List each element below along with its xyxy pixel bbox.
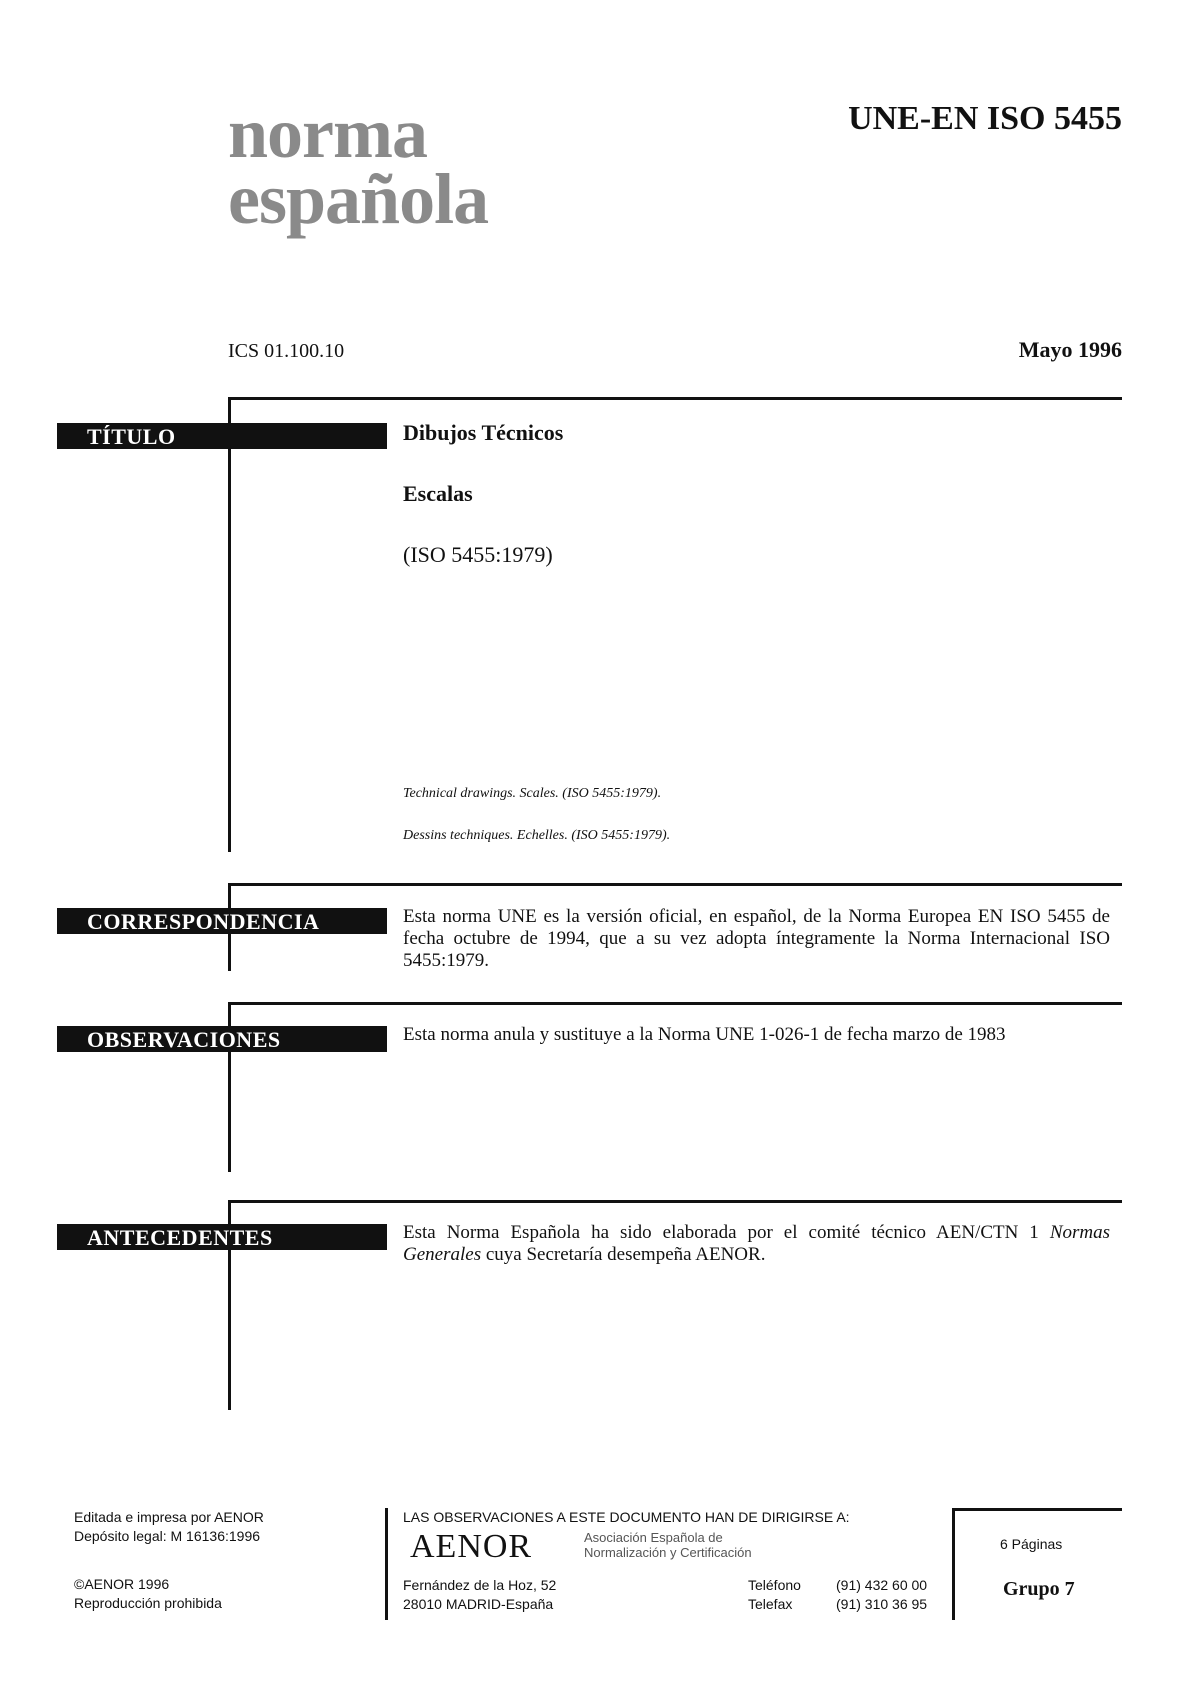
aenor-organization <box>584 1530 752 1560</box>
phone-label: Teléfono <box>748 1577 801 1593</box>
reproduction-notice: Reproducción prohibida <box>74 1595 222 1611</box>
antecedentes-top-rule <box>228 1200 1122 1203</box>
antecedentes-text <box>403 1222 1110 1266</box>
aenor-logo: AENOR <box>410 1528 533 1565</box>
fax-number: (91) 310 36 95 <box>836 1596 928 1612</box>
titulo-label: TÍTULO <box>57 423 387 449</box>
contact-labels <box>748 1576 801 1614</box>
title-french: Dessins techniques. Echelles. (ISO 5455:1979). <box>403 828 671 843</box>
iso-reference: (ISO 5455:1979) <box>403 542 553 567</box>
footer-publisher <box>74 1508 264 1546</box>
norma-espanola-brand <box>228 93 489 239</box>
observaciones-label: OBSERVACIONES <box>57 1026 387 1052</box>
fax-label: Telefax <box>748 1596 793 1612</box>
standard-code: UNE-EN ISO 5455 <box>848 100 1122 137</box>
observaciones-top-rule <box>228 1002 1122 1005</box>
address-line-1: Fernández de la Hoz, 52 <box>403 1577 557 1593</box>
committee-name: Normas Generales <box>403 1222 1110 1265</box>
antecedentes-text-end: cuya Secretaría desempeña AENOR. <box>481 1244 766 1265</box>
price-group: Grupo 7 <box>1003 1578 1075 1600</box>
phone-number: (91) 432 60 00 <box>836 1577 928 1593</box>
contact-values <box>836 1576 927 1614</box>
antecedentes-text-start: Esta Norma Española ha sido elaborada por el comité técnico AEN/CTN 1 <box>403 1222 1050 1243</box>
correspondencia-top-rule <box>228 883 1122 886</box>
org-line-1: Asociación Española de <box>584 1530 723 1545</box>
document-subtitle: Escalas <box>403 481 473 506</box>
aenor-address <box>403 1576 556 1614</box>
observaciones-text: Esta norma anula y sustituye a la Norma UNE 1-026-1 de fecha marzo de 1983 <box>403 1024 1006 1045</box>
titulo-top-rule <box>228 397 1122 400</box>
page-count: 6 Páginas <box>1000 1536 1063 1552</box>
ics-code: ICS 01.100.10 <box>228 340 345 362</box>
correspondencia-label: CORRESPONDENCIA <box>57 908 387 934</box>
copyright: ©AENOR 1996 <box>74 1576 170 1592</box>
brand-line-2: española <box>228 159 489 239</box>
legal-deposit: Depósito legal: M 16136:1996 <box>74 1528 261 1544</box>
observations-heading: LAS OBSERVACIONES A ESTE DOCUMENTO HAN DE DIRIGIRSE A: <box>403 1509 850 1525</box>
document-title: Dibujos Técnicos <box>403 420 564 445</box>
address-line-2: 28010 MADRID-España <box>403 1596 554 1612</box>
correspondencia-text: Esta norma UNE es la versión oficial, en español, de la Norma Europea EN ISO 5455 de fecha octubre de 1994, que a su vez adopta íntegramente la Norma Internacional ISO 5455:1979. <box>403 906 1110 971</box>
title-english: Technical drawings. Scales. (ISO 5455:1979). <box>403 786 662 801</box>
antecedentes-label: ANTECEDENTES <box>57 1224 387 1250</box>
titulo-left-rule <box>228 397 231 852</box>
brand-line-1: norma <box>228 93 427 173</box>
org-line-2: Normalización y Certificación <box>584 1545 752 1560</box>
footer-divider <box>385 1508 388 1620</box>
pages-box-top <box>952 1508 1122 1511</box>
publication-date: Mayo 1996 <box>1018 337 1122 362</box>
edited-by: Editada e impresa por AENOR <box>74 1509 264 1525</box>
footer-copyright <box>74 1575 222 1613</box>
pages-box-left <box>952 1508 955 1620</box>
